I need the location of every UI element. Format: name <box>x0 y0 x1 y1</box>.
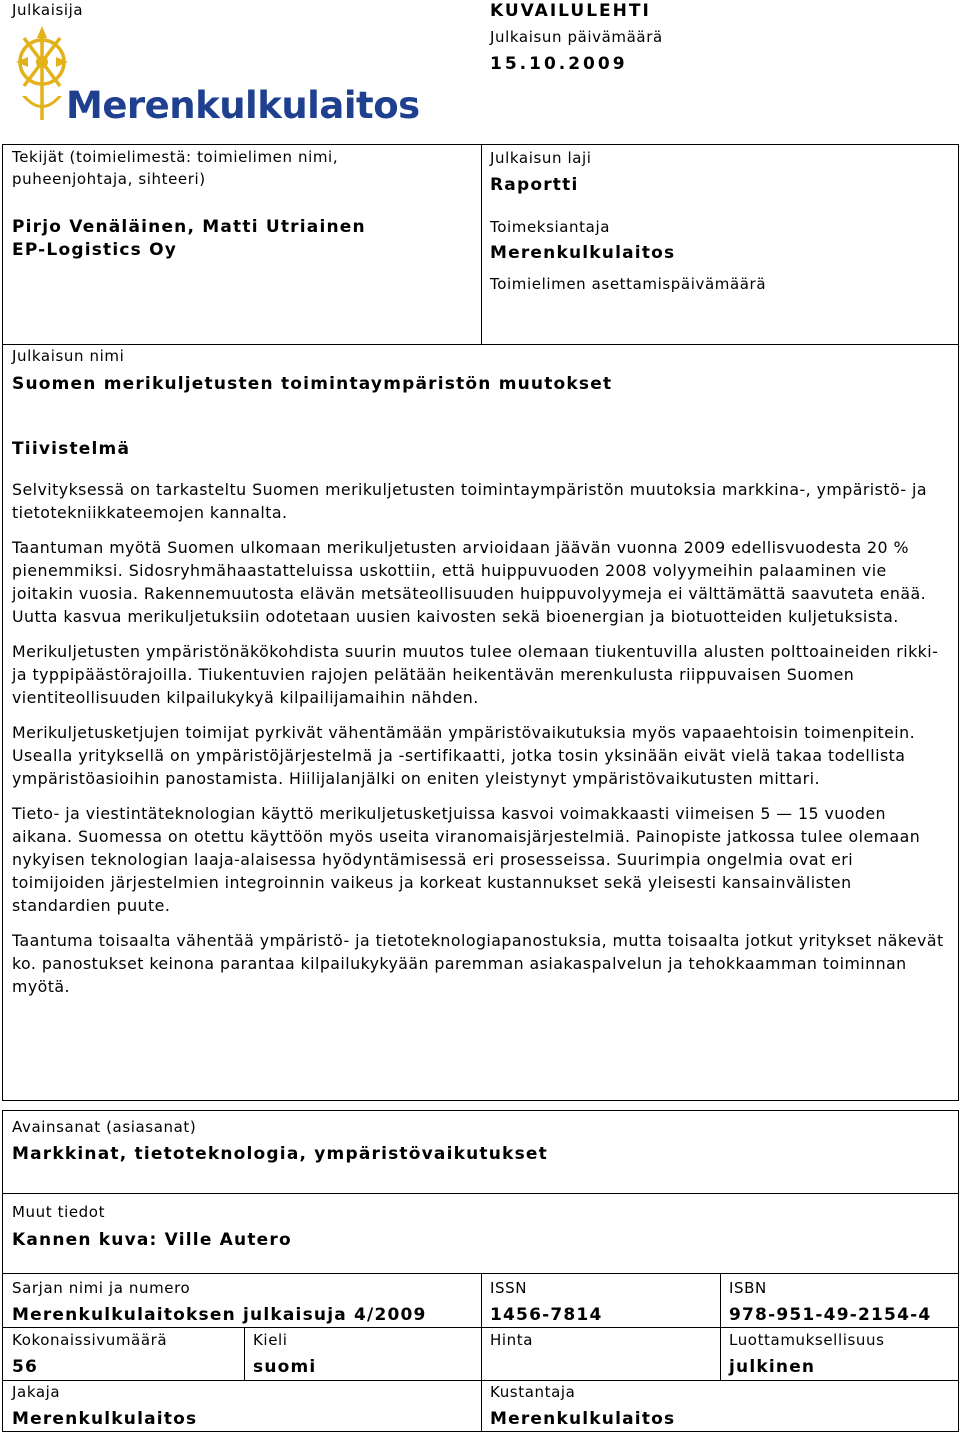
series-label: Sarjan nimi ja numero <box>12 1279 191 1297</box>
anchor-emblem-icon <box>14 24 70 124</box>
author-company: EP-Logistics Oy <box>12 240 178 260</box>
issn-label: ISSN <box>490 1279 528 1297</box>
title-label: Julkaisun nimi <box>12 347 125 365</box>
publication-type-label: Julkaisun laji <box>490 149 592 167</box>
printer-label: Kustantaja <box>490 1383 576 1401</box>
abstract-paragraph-4: Merikuljetusketjujen toimijat pyrkivät vähentämään ympäristövaikutuksia myös vapaaehtoisin toimenpitein. Usealla yrityksellä on ympäristöjärjestelmä ja -sertifikaatti, jotka tosin yksinään eivät vielä takaa todellista ympäristöasioihin panostamista. Hiilijalanjälki on eniten yleistynyt ympäristövaikutusten mittari. <box>12 723 916 788</box>
isbn-value: 978-951-49-2154-4 <box>729 1305 932 1325</box>
other-info-label: Muut tiedot <box>12 1203 106 1221</box>
publication-date-label: Julkaisun päivämäärä <box>490 28 663 46</box>
abstract-paragraph-2: Taantuman myötä Suomen ulkomaan merikuljetusten arvioidaan jäävän vuonna 2009 edellisvuodesta 20 % pienemmiksi. Sidosryhmähaastatteluissa uskottiin, että huippuvuoden 2008 volyymeihin palaaminen vie joitakin vuosia. Rakennemuutosta elävän metsäteollisuuden huippuvolyymeja ei välttämättä saavuteta enää. Uutta kasvua merikuljetuksiin odotetaan uusien kaivosten sekä bioenergian ja biotuotteiden kuljetuksista. <box>12 538 927 626</box>
confidentiality-value: julkinen <box>729 1357 816 1377</box>
language-label: Kieli <box>253 1331 288 1349</box>
pages-label: Kokonaissivumäärä <box>12 1331 168 1349</box>
language-value: suomi <box>253 1357 317 1377</box>
distribution-label: Jakaja <box>12 1383 61 1401</box>
publication-title: Suomen merikuljetusten toimintaympäristön muutokset <box>12 374 613 394</box>
commissioner: Merenkulkulaitos <box>490 243 676 263</box>
distribution-value: Merenkulkulaitos <box>12 1409 198 1429</box>
confidentiality-label: Luottamuksellisuus <box>729 1331 885 1349</box>
abstract-label: Tiivistelmä <box>12 439 131 459</box>
price-label: Hinta <box>490 1331 534 1349</box>
publication-type: Raportti <box>490 175 579 195</box>
publication-date: 15.10.2009 <box>490 54 628 74</box>
printer-value: Merenkulkulaitos <box>490 1409 676 1429</box>
set-date-label: Toimielimen asettamispäivämäärä <box>490 275 767 293</box>
abstract-paragraph-6: Taantuma toisaalta vähentää ympäristö- ja tietoteknologiapanostuksia, mutta toisaalta jotkut yritykset näkevät ko. panostukset keinona parantaa kilpailukykyään paremman asiakaspalvelun ja tehokkaamman toiminnan myötä. <box>12 931 944 996</box>
keywords-label: Avainsanat (asiasanat) <box>12 1118 197 1136</box>
series-value: Merenkulkulaitoksen julkaisuja 4/2009 <box>12 1305 427 1325</box>
abstract-text <box>12 478 947 1010</box>
author-names: Pirjo Venäläinen, Matti Utriainen <box>12 217 366 237</box>
isbn-label: ISBN <box>729 1279 767 1297</box>
abstract-paragraph-5: Tieto- ja viestintäteknologian käyttö merikuljetusketjuissa kasvoi voimakkaasti viimeisen 5 — 15 vuoden aikana. Suomessa on otettu käyttöön myös useita viranomaisjärjestelmiä. Painopiste jatkossa tulee olemaan nykyisen teknologian laaja-alaisessa hyödyntämisessä eri prosesseissa. Suurimpia ongelmia ovat eri toimijoiden järjestelmien integroinnin vaikeus ja korkeat kustannukset sekä yleisesti kansainvälisten standardien puute. <box>12 804 921 915</box>
abstract-paragraph-3: Merikuljetusten ympäristönäkökohdista suurin muutos tulee olemaan tiukentuvilla alusten polttoaineiden rikki- ja typpipäästörajoilla. Tiukentuvien rajojen pelätään heikentävän merenkulusta riippuvaisen Suomen vientiteollisuuden kilpailukykyä kilpailijamaihin nähden. <box>12 642 939 707</box>
other-info-value: Kannen kuva: Ville Autero <box>12 1230 292 1250</box>
issn-value: 1456-7814 <box>490 1305 603 1325</box>
publisher-logo-text: Merenkulkulaitos <box>66 84 420 127</box>
abstract-paragraph-1: Selvityksessä on tarkasteltu Suomen merikuljetusten toimintaympäristön muutoksia markkina-, ympäristö- ja tietotekniikkateemojen kannalta. <box>12 480 927 522</box>
publisher-label: Julkaisija <box>12 1 84 19</box>
document-type: KUVAILULEHTI <box>490 1 651 21</box>
keywords-value: Markkinat, tietoteknologia, ympäristövaikutukset <box>12 1144 548 1164</box>
pages-value: 56 <box>12 1357 39 1377</box>
authors-label-line2: puheenjohtaja, sihteeri) <box>12 170 206 188</box>
authors-label-line1: Tekijät (toimielimestä: toimielimen nimi, <box>12 148 339 166</box>
commissioner-label: Toimeksiantaja <box>490 218 610 236</box>
